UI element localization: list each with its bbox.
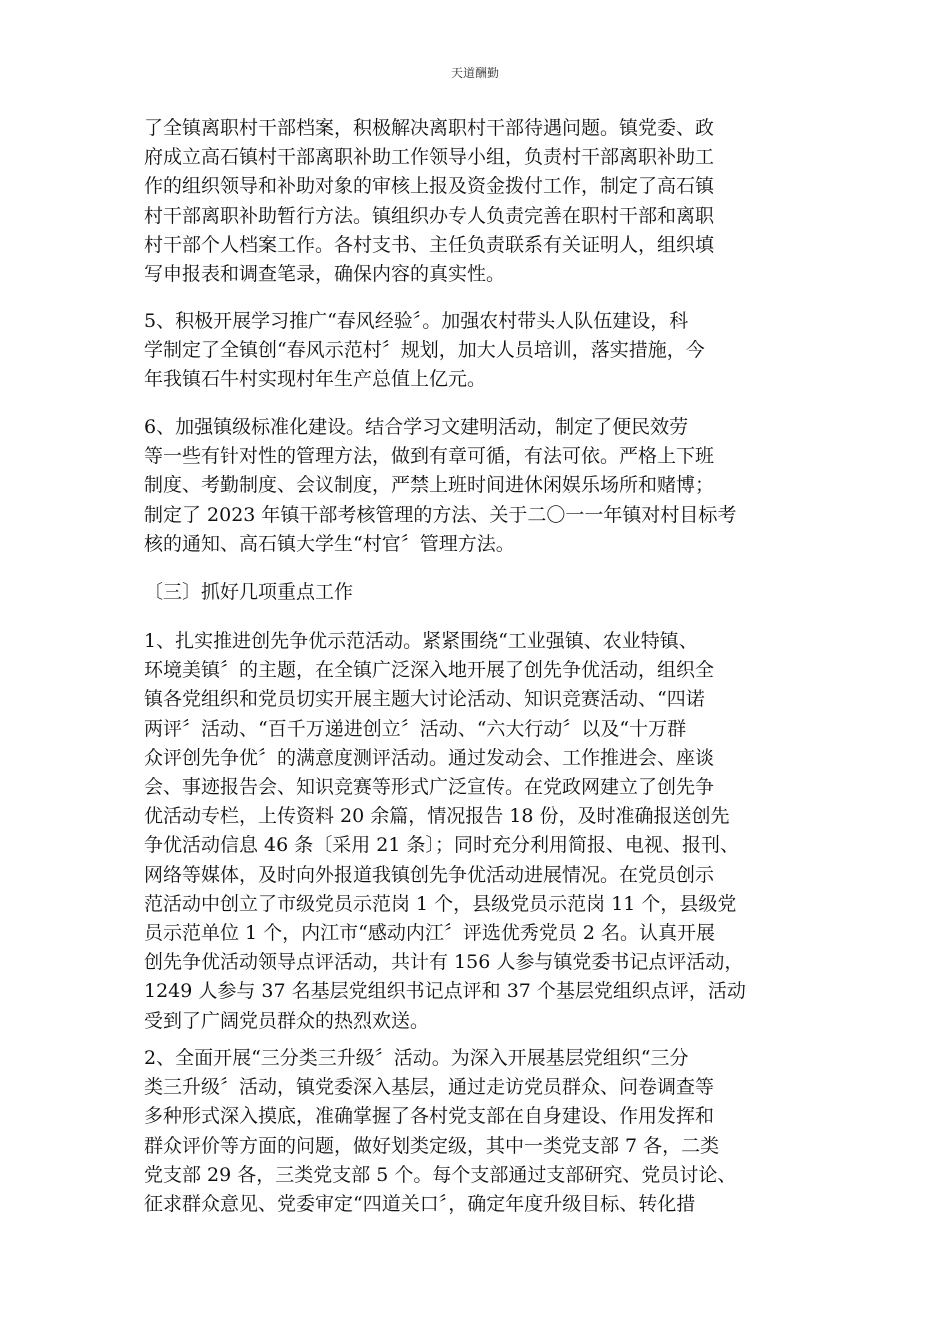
text-line: 优活动专栏，上传资料 20 余篇，情况报告 18 份，及时准确报送创先 (144, 805, 730, 828)
text-line: 1、扎实推进创先争优示范活动。紧紧围绕“工业强镇、农业特镇、 (144, 630, 698, 652)
paragraph-item-6 (144, 413, 806, 559)
text-line: 制度、考勤制度、会议制度，严禁上班时间进休闲娱乐场所和赌博； (144, 474, 715, 497)
text-line: 等一些有针对性的管理方法，做到有章可循，有法可依。严格上下班 (144, 445, 715, 468)
text-line: 网络等媒体，及时向外报道我镇创先争优活动进展情况。在党员创示 (144, 863, 715, 886)
text-line: 镇各党组织和党员切实开展主题大讨论活动、知识竞赛活动、“四诺 (144, 688, 705, 711)
text-line: 员示范单位 1 个，内江市“感动内江〞评选优秀党员 2 名。认真开展 (144, 922, 716, 945)
text-line: 年我镇石牛村实现村年生产总值上亿元。 (144, 368, 487, 391)
paragraph-work-2 (144, 1044, 806, 1219)
paragraph-work-1 (144, 627, 806, 1036)
text-line: 类三升级〞活动，镇党委深入基层，通过走访党员群众、问卷调查等 (144, 1076, 715, 1099)
text-line: 多种形式深入摸底，准确掌握了各村党支部在自身建设、作用发挥和 (144, 1105, 715, 1128)
text-line: 2、全面开展“三分类三升级〞活动。为深入开展基层党组织“三分 (144, 1047, 689, 1069)
text-line: 写申报表和调查笔录，确保内容的真实性。 (144, 263, 506, 286)
text-line: 两评〞活动、“百千万递进创立〞活动、“六大行动〞以及“十万群 (144, 717, 687, 740)
text-line: 了全镇离职村干部档案，积极解决离职村干部待遇问题。镇党委、政 (144, 117, 715, 139)
text-line: 〔三〕抓好几项重点工作 (144, 581, 354, 603)
text-line: 6、加强镇级标准化建设。结合学习文建明活动，制定了便民效劳 (144, 416, 689, 438)
text-line: 环境美镇〞的主题，在全镇广泛深入地开展了创先争优活动，组织全 (144, 659, 715, 682)
text-line: 受到了广阔党员群众的热烈欢送。 (144, 1009, 430, 1032)
text-line: 党支部 29 各，三类党支部 5 个。每个支部通过支部研究、党员讨论、 (144, 1163, 737, 1186)
text-line: 作的组织领导和补助对象的审核上报及资金拨付工作，制定了高石镇 (144, 175, 715, 198)
text-line: 征求群众意见、党委审定“四道关口〞，确定年度升级目标、转化措 (144, 1193, 696, 1216)
text-line: 学制定了全镇创“春风示范村〞规划，加大人员培训，落实措施，今 (144, 339, 705, 362)
text-line: 村干部离职补助暂行方法。镇组织办专人负责完善在职村干部和离职 (144, 204, 715, 227)
text-line: 制定了 2023 年镇干部考核管理的方法、关于二〇一一年镇对村目标考 (144, 503, 737, 526)
paragraph-continuation (144, 114, 806, 289)
text-line: 会、事迹报告会、知识竞赛等形式广泛宣传。在党政网建立了创先争 (144, 776, 715, 799)
page-header: 天道酬勤 (450, 66, 499, 80)
text-line: 众评创先争优〞的满意度测评活动。通过发动会、工作推进会、座谈 (144, 746, 715, 769)
text-line: 府成立高石镇村干部离职补助工作领导小组，负责村干部离职补助工 (144, 146, 715, 169)
text-line: 核的通知、高石镇大学生“村官〞管理方法。 (144, 532, 515, 555)
text-line: 1249 人参与 37 名基层党组织书记点评和 37 个基层党组织点评，活动 (144, 980, 746, 1003)
text-line: 村干部个人档案工作。各村支书、主任负责联系有关证明人，组织填 (144, 233, 715, 256)
text-line: 创先争优活动领导点评活动，共计有 156 人参与镇党委书记点评活动， (144, 951, 744, 974)
text-line: 争优活动信息 46 条〔采用 21 条〕；同时充分利用简报、电视、报刊、 (144, 834, 740, 857)
text-line: 群众评价等方面的问题，做好划类定级，其中一类党支部 7 各，二类 (144, 1134, 720, 1157)
text-line: 5、积极开展学习推广“春风经验〞。加强农村带头人队伍建设，科 (144, 310, 689, 332)
section-heading-3 (144, 578, 806, 607)
paragraph-item-5 (144, 307, 806, 395)
text-line: 范活动中创立了市级党员示范岗 1 个，县级党员示范岗 11 个，县级党 (144, 892, 737, 915)
